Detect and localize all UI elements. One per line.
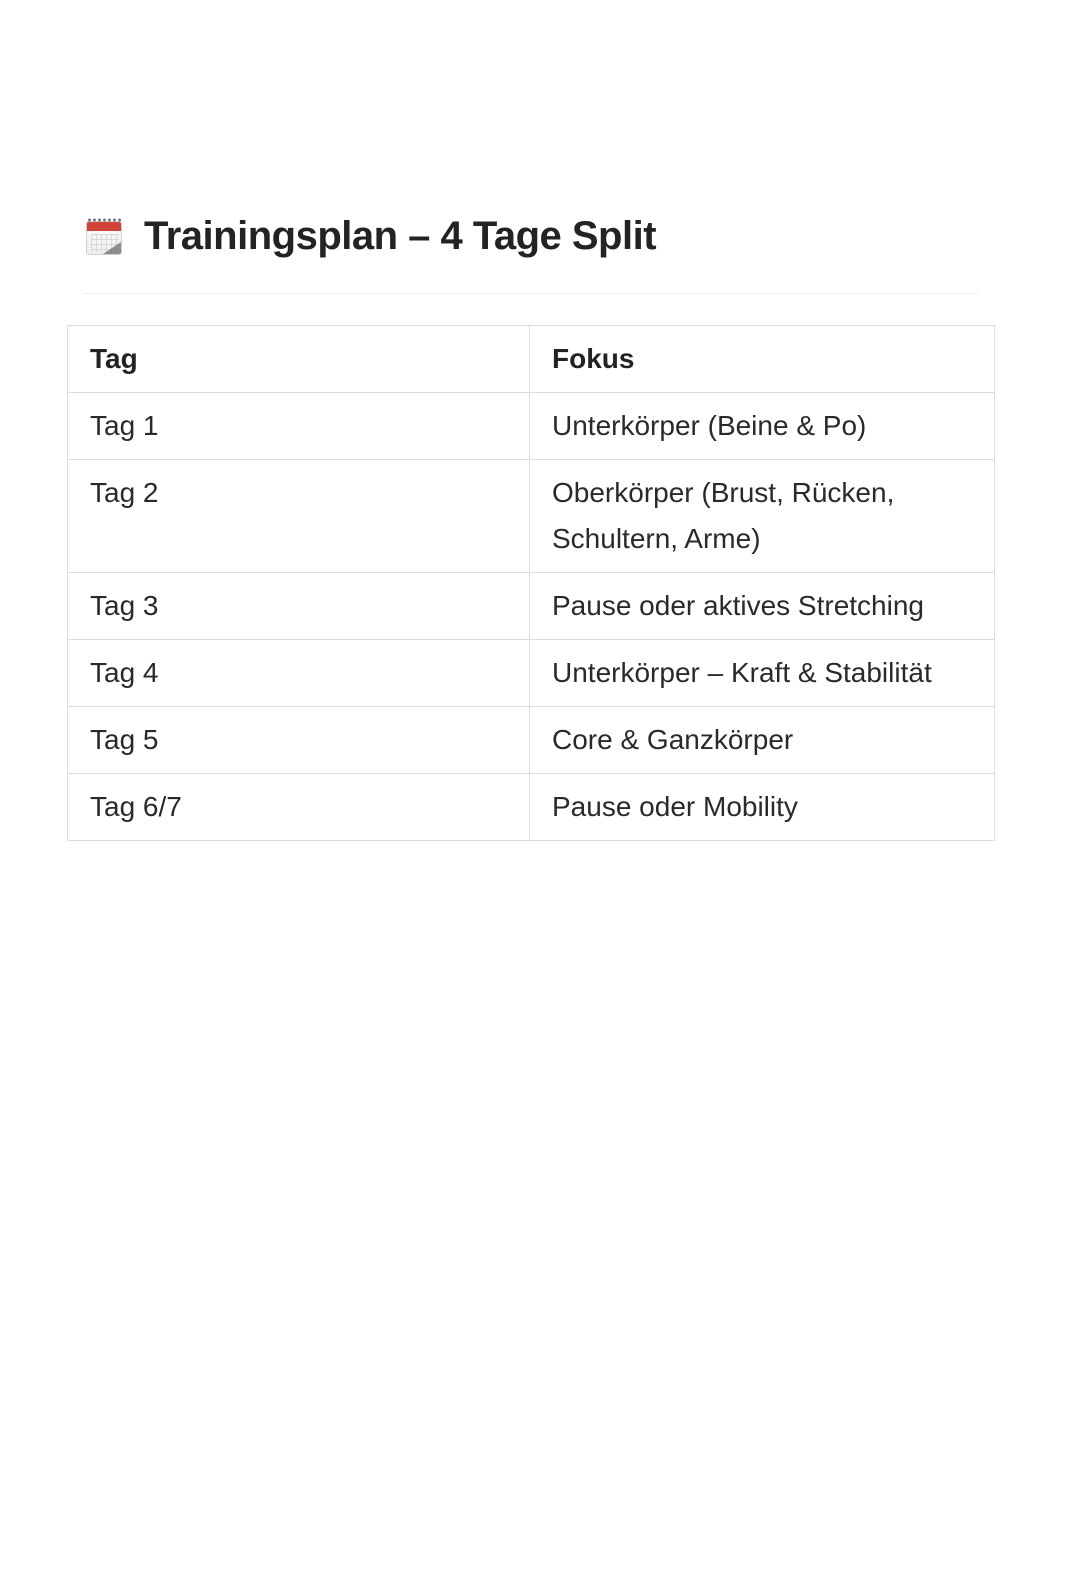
cell-tag: Tag 6/7 xyxy=(68,774,530,841)
cell-fokus: Unterkörper – Kraft & Stabilität xyxy=(530,640,995,707)
table-header-row xyxy=(68,326,995,393)
cell-tag: Tag 4 xyxy=(68,640,530,707)
cell-fokus: Pause oder Mobility xyxy=(530,774,995,841)
table-row xyxy=(68,573,995,640)
calendar-icon xyxy=(84,215,124,257)
cell-tag: Tag 2 xyxy=(68,460,530,573)
cell-fokus: Core & Ganzkörper xyxy=(530,707,995,774)
cell-fokus: Oberkörper (Brust, Rücken, Schultern, Arme) xyxy=(530,460,995,573)
column-header-fokus: Fokus xyxy=(530,326,995,393)
table-row xyxy=(68,460,995,573)
column-header-tag: Tag xyxy=(68,326,530,393)
table-row xyxy=(68,774,995,841)
title-divider xyxy=(83,293,979,294)
cell-tag: Tag 5 xyxy=(68,707,530,774)
cell-fokus: Pause oder aktives Stretching xyxy=(530,573,995,640)
cell-tag: Tag 1 xyxy=(68,393,530,460)
cell-fokus: Unterkörper (Beine & Po) xyxy=(530,393,995,460)
page-title: Trainingsplan – 4 Tage Split xyxy=(144,213,657,258)
cell-tag: Tag 3 xyxy=(68,573,530,640)
table-row xyxy=(68,640,995,707)
table-row xyxy=(68,707,995,774)
table-row xyxy=(68,393,995,460)
page-header xyxy=(84,210,996,262)
training-plan-table xyxy=(67,325,995,841)
